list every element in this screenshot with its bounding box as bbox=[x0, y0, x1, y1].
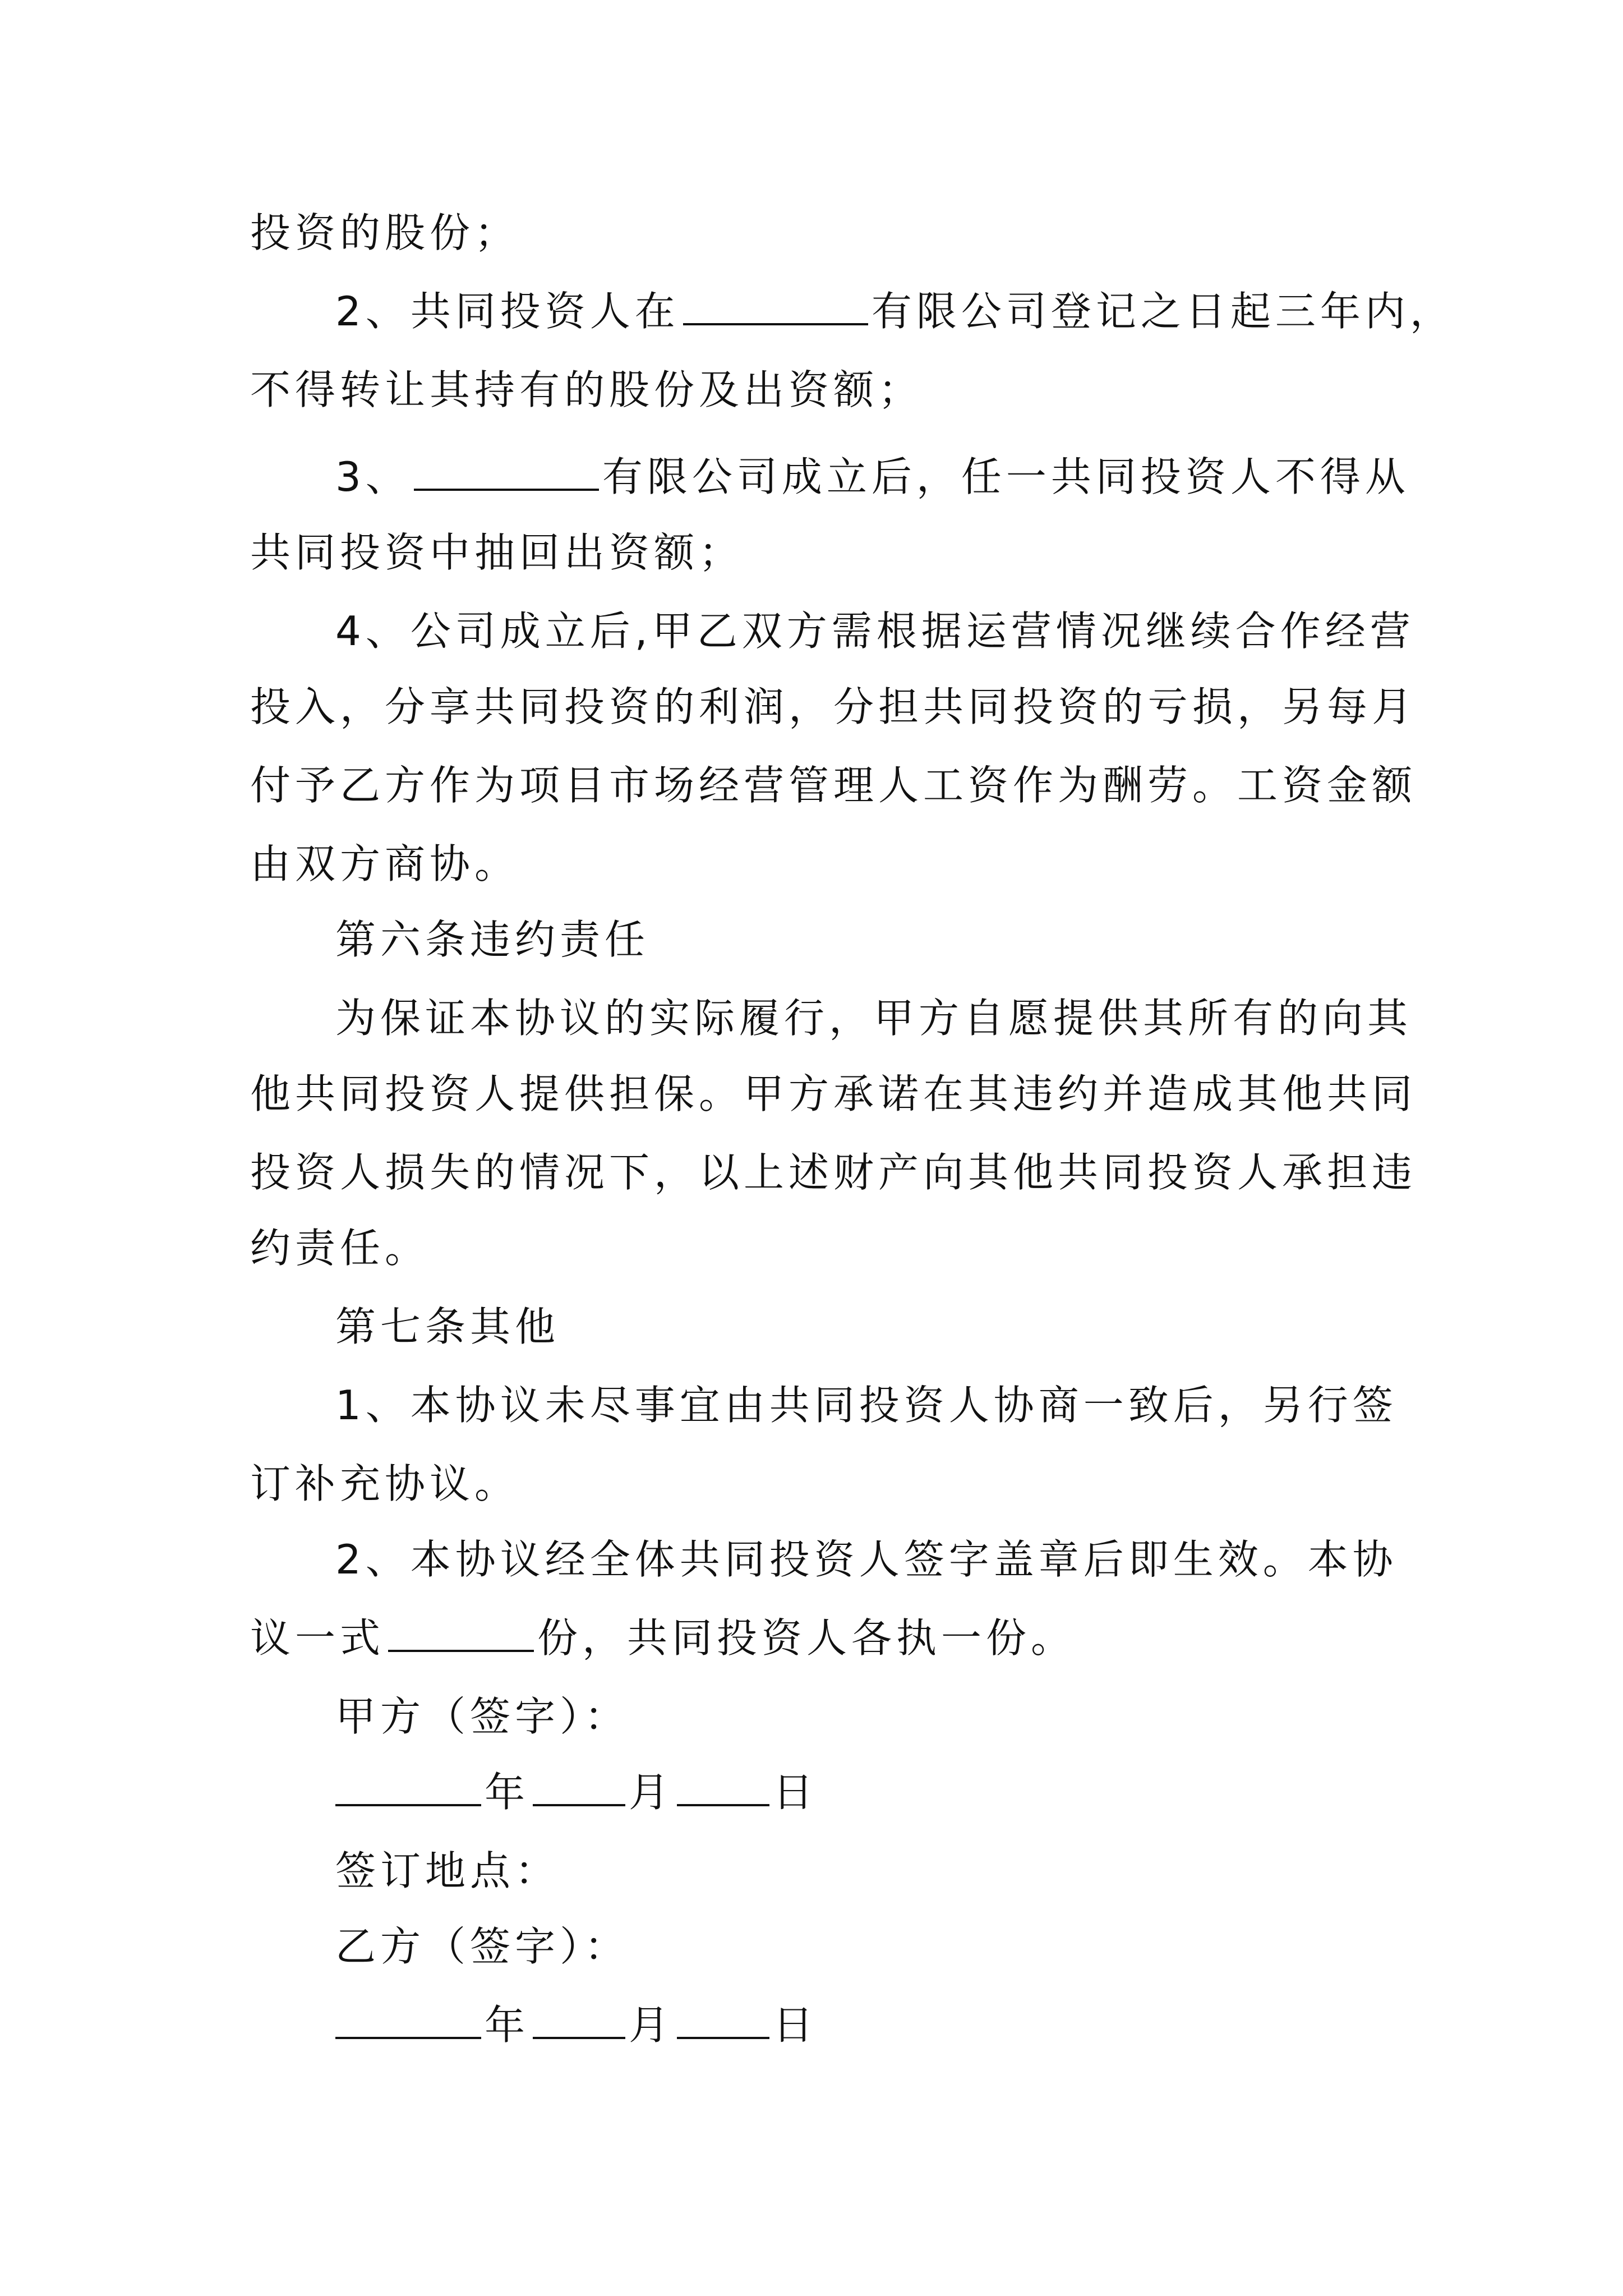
text: 第六条违约责任 bbox=[335, 916, 650, 963]
text-line bbox=[250, 202, 519, 264]
article-7-item-2-line-2 bbox=[250, 1607, 1076, 1669]
text: 有限公司登记之日起三年内， bbox=[871, 288, 1455, 335]
text: 议一式 bbox=[250, 1614, 385, 1662]
party-b-signature-label bbox=[335, 1916, 629, 1977]
text: 日 bbox=[773, 1769, 818, 1816]
text: 2、本协议经全体共同投资人签字盖章后即生效。本协 bbox=[335, 1536, 1398, 1583]
article-7-item-1-line-1 bbox=[335, 1374, 1398, 1436]
article-7-item-2-line-1 bbox=[335, 1529, 1398, 1590]
blank-underline bbox=[414, 449, 599, 491]
text: 不得转让其持有的股份及出资额； bbox=[250, 366, 924, 413]
text: 订补充协议。 bbox=[250, 1460, 520, 1507]
blank-underline bbox=[533, 1998, 625, 2039]
blank-underline bbox=[388, 1611, 534, 1652]
party-a-signature-label bbox=[335, 1686, 629, 1747]
text: 甲方（签字）： bbox=[335, 1693, 630, 1740]
item-4-line-2 bbox=[250, 676, 1417, 738]
text: 投资人损失的情况下，以上述财产向其他共同投资人承担违 bbox=[250, 1149, 1417, 1196]
party-a-date-line bbox=[335, 1761, 818, 1823]
article-7-title bbox=[335, 1296, 560, 1358]
text: 4、公司成立后,甲乙双方需根据运营情况继续合作经营 bbox=[335, 608, 1415, 655]
text: 月 bbox=[629, 2001, 674, 2049]
text: 份，共同投资人各执一份。 bbox=[537, 1614, 1076, 1662]
text: 投入，分享共同投资的利润，分担共同投资的亏损，另每月 bbox=[250, 683, 1417, 730]
blank-underline bbox=[335, 1998, 481, 2039]
text: 1、本协议未尽事宜由共同投资人协商一致后，另行签 bbox=[335, 1382, 1398, 1429]
text: 约责任。 bbox=[250, 1225, 430, 1272]
text: 3、 bbox=[335, 453, 411, 500]
article-6-title bbox=[335, 909, 649, 970]
text: 乙方（签字）： bbox=[335, 1923, 630, 1970]
text: 由双方商协。 bbox=[250, 840, 520, 887]
text: 投资的股份； bbox=[250, 209, 520, 256]
article-6-line-3 bbox=[250, 1142, 1417, 1203]
text: 月 bbox=[629, 1769, 674, 1816]
item-4-line-1 bbox=[335, 600, 1415, 662]
item-3-line-2 bbox=[250, 522, 744, 583]
text: 他共同投资人提供担保。甲方承诺在其违约并造成其他共同 bbox=[250, 1070, 1417, 1117]
text: 有限公司成立后，任一共同投资人不得从 bbox=[602, 453, 1410, 500]
article-6-line-2 bbox=[250, 1063, 1417, 1125]
text: 付予乙方作为项目市场经营管理人工资作为酬劳。工资金额 bbox=[250, 762, 1417, 809]
sign-place-label bbox=[335, 1840, 560, 1902]
item-2-line-1 bbox=[335, 280, 1455, 342]
blank-underline bbox=[533, 1765, 625, 1806]
text: 年 bbox=[485, 2001, 530, 2049]
text: 共同投资中抽回出资额； bbox=[250, 529, 744, 576]
text: 第七条其他 bbox=[335, 1303, 560, 1350]
party-b-date-line bbox=[335, 1994, 818, 2056]
text: 年 bbox=[485, 1769, 530, 1816]
item-2-line-2 bbox=[250, 359, 923, 421]
blank-underline bbox=[335, 1765, 481, 1806]
blank-underline bbox=[677, 1765, 769, 1806]
item-4-line-3 bbox=[250, 754, 1417, 816]
item-4-line-4 bbox=[250, 833, 519, 895]
blank-underline bbox=[677, 1998, 769, 2039]
text: 签订地点： bbox=[335, 1847, 560, 1894]
article-6-line-1 bbox=[335, 987, 1412, 1049]
article-7-item-1-line-2 bbox=[250, 1453, 519, 1515]
blank-underline bbox=[683, 284, 868, 325]
article-6-line-4 bbox=[250, 1217, 430, 1279]
text: 2、共同投资人在 bbox=[335, 288, 680, 335]
text: 日 bbox=[773, 2001, 818, 2049]
text: 为保证本协议的实际履行，甲方自愿提供其所有的向其 bbox=[335, 995, 1413, 1042]
item-3-line-1 bbox=[335, 446, 1410, 508]
